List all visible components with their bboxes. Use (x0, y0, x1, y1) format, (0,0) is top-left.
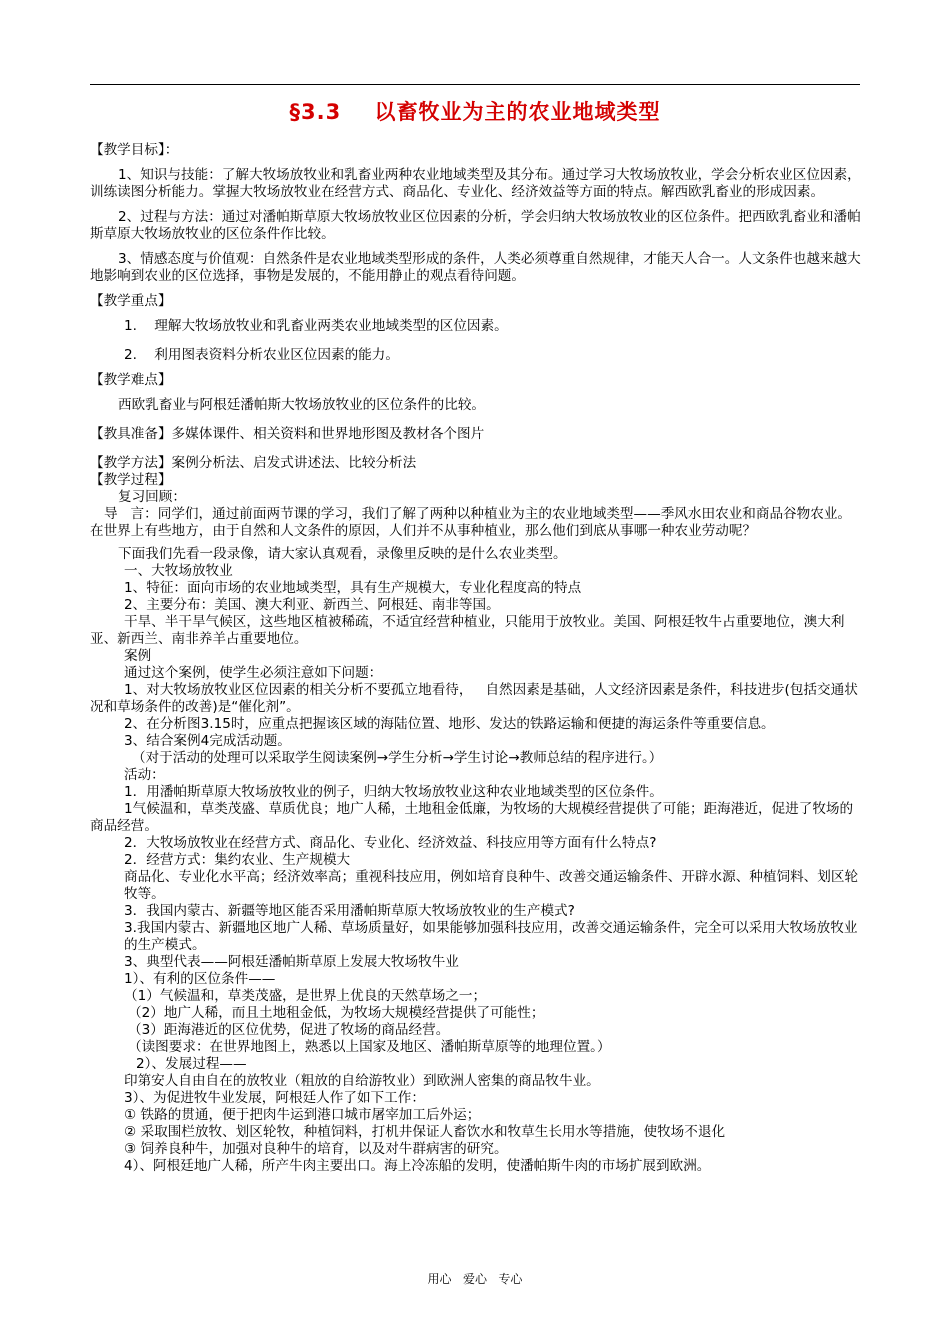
process-line: 3、典型代表——阿根廷潘帕斯草原上发展大牧场牧牛业 (124, 954, 459, 970)
process-line: 4）、阿根廷地广人稀，所产牛肉主要出口。海上冷冻船的发明，使潘帕斯牛肉的市场扩展到欧洲。 (124, 1158, 711, 1174)
process-line: 1气候温和，草类茂盛、草质优良；地广人稀，土地租金低廉，为牧场的大规模经营提供了可能；距海港近，促进了牧场的商品经营。 (90, 801, 854, 834)
process-line: 2）、发展过程—— (136, 1056, 247, 1072)
document-body (90, 142, 862, 1175)
process-line: ① 铁路的贯通，便于把肉牛运到港口城市屠宰加工后外运； (124, 1107, 481, 1123)
process-line: 1、特征：面向市场的农业地域类型，具有生产规模大，专业化程度高的特点 (124, 580, 582, 596)
process-line: （2）地广人稀，而且土地租金低，为牧场大规模经营提供了可能性； (128, 1005, 545, 1021)
process-line: 3．我国内蒙古、新疆等地区能否采用潘帕斯草原大牧场放牧业的生产模式? (124, 903, 575, 919)
header-rule (90, 84, 860, 85)
key-points-heading: 【教学重点】 (90, 293, 172, 309)
process-line: 一、大牧场放牧业 (124, 563, 233, 579)
materials-line: 【教具准备】多媒体课件、相关资料和世界地形图及教材各个图片 (90, 426, 485, 442)
process-line: 1）、有利的区位条件—— (124, 971, 276, 987)
difficulty-heading: 【教学难点】 (90, 372, 172, 388)
process-line: 印第安人自由自在的放牧业（粗放的自给游牧业）到欧洲人密集的商品牧牛业。 (124, 1073, 600, 1089)
process-line: 3、结合案例4完成活动题。 (124, 733, 291, 749)
objective-item: 1、知识与技能：了解大牧场放牧业和乳畜业两种农业地域类型及其分布。通过学习大牧场放牧业，学会分析农业区位因素，训练读图分析能力。掌握大牧场放牧业在经营方式、商品化、专业化、经济效益等方面的特点。解西欧乳畜业的形成因素。 (90, 167, 861, 200)
key-point-item: 2. 利用图表资料分析农业区位因素的能力。 (124, 347, 399, 363)
process-line: 商品化、专业化水平高；经济效率高；重视科技应用，例如培育良种牛、改善交通运输条件、开辟水源、种植饲料、划区轮牧等。 (124, 869, 859, 902)
process-line: 复习回顾： (118, 489, 186, 505)
process-line: 2、在分析图3.15时，应重点把握该区域的海陆位置、地形、发达的铁路运输和便捷的海运条件等重要信息。 (124, 716, 775, 732)
process-line: 下面我们先看一段录像，请大家认真观看，录像里反映的是什么农业类型。 (118, 546, 567, 562)
difficulty-text: 西欧乳畜业与阿根廷潘帕斯大牧场放牧业的区位条件的比较。 (118, 397, 486, 413)
process-line: （1）气候温和，草类茂盛，是世界上优良的天然草场之一； (124, 988, 487, 1004)
process-line: 1、对大牧场放牧业区位因素的相关分析不要孤立地看待， 自然因素是基础，人文经济因素是条件，科技进步(包括交通状况和草场条件的改善)是“催化剂”。 (90, 682, 858, 715)
process-line: 干旱、半干旱气候区，这些地区植被稀疏，不适宜经营种植业，只能用于放牧业。美国、阿根廷牧牛占重要地位，澳大利亚、新西兰、南非养羊占重要地位。 (90, 614, 845, 647)
methods-line: 【教学方法】案例分析法、启发式讲述法、比较分析法 (90, 455, 417, 471)
process-line: 导 言：同学们，通过前面两节课的学习，我们了解了两种以种植业为主的农业地域类型——季风水田农业和商品谷物农业。在世界上有些地方，由于自然和人文条件的原因，人们并不从事种植业，那么他们到底从事哪一种农业劳动呢？ (90, 506, 852, 539)
process-line: ② 采取围栏放牧、划区轮牧，种植饲料，打机井保证人畜饮水和牧草生长用水等措施，使牧场不退化 (124, 1124, 726, 1140)
objectives-heading: 【教学目标】： (90, 142, 179, 158)
process-line: （3）距海港近的区位优势，促进了牧场的商品经营。 (128, 1022, 450, 1038)
process-line: 2．大牧场放牧业在经营方式、商品化、专业化、经济效益、科技应用等方面有什么特点? (124, 835, 657, 851)
process-line: ③ 饲养良种牛，加强对良种牛的培育，以及对牛群病害的研究。 (124, 1141, 508, 1157)
process-line: 通过这个案例，使学生必须注意如下问题： (124, 665, 383, 681)
process-line: 活动： (124, 767, 165, 783)
process-line: （对于活动的处理可以采取学生阅读案例→学生分析→学生讨论→教师总结的程序进行。） (132, 750, 663, 766)
process-line: 3.我国内蒙古、新疆地区地广人稀、草场质量好，如果能够加强科技应用，改善交通运输条件，完全可以采用大牧场放牧业的生产模式。 (124, 920, 858, 953)
page-footer: 用心 爱心 专心 (427, 1272, 523, 1286)
process-line: （读图要求：在世界地图上，熟悉以上国家及地区、潘帕斯草原等的地理位置。） (128, 1039, 611, 1055)
process-line: 2、主要分布：美国、澳大利亚、新西兰、阿根廷、南非等国。 (124, 597, 500, 613)
objective-item: 3、情感态度与价值观：自然条件是农业地域类型形成的条件，人类必须尊重自然规律，才能天人合一。人文条件也越来越大地影响到农业的区位选择，事物是发展的，不能用静止的观点看待问题。 (90, 251, 861, 284)
process-line: 3）、为促进牧牛业发展，阿根廷人作了如下工作： (124, 1090, 425, 1106)
process-line: 1．用潘帕斯草原大牧场放牧业的例子，归纳大牧场放牧业这种农业地域类型的区位条件。 (124, 784, 663, 800)
key-point-item: 1. 理解大牧场放牧业和乳畜业两类农业地域类型的区位因素。 (124, 318, 508, 334)
process-line: 2．经营方式：集约农业、生产规模大 (124, 852, 351, 868)
page-title: §3.3 以畜牧业为主的农业地域类型 (289, 100, 661, 124)
process-heading: 【教学过程】 (90, 472, 172, 488)
objective-item: 2、过程与方法：通过对潘帕斯草原大牧场放牧业区位因素的分析，学会归纳大牧场放牧业的区位条件。把西欧乳畜业和潘帕斯草原大牧场放牧业的区位条件作比较。 (90, 209, 861, 242)
process-line: 案例 (124, 648, 152, 664)
